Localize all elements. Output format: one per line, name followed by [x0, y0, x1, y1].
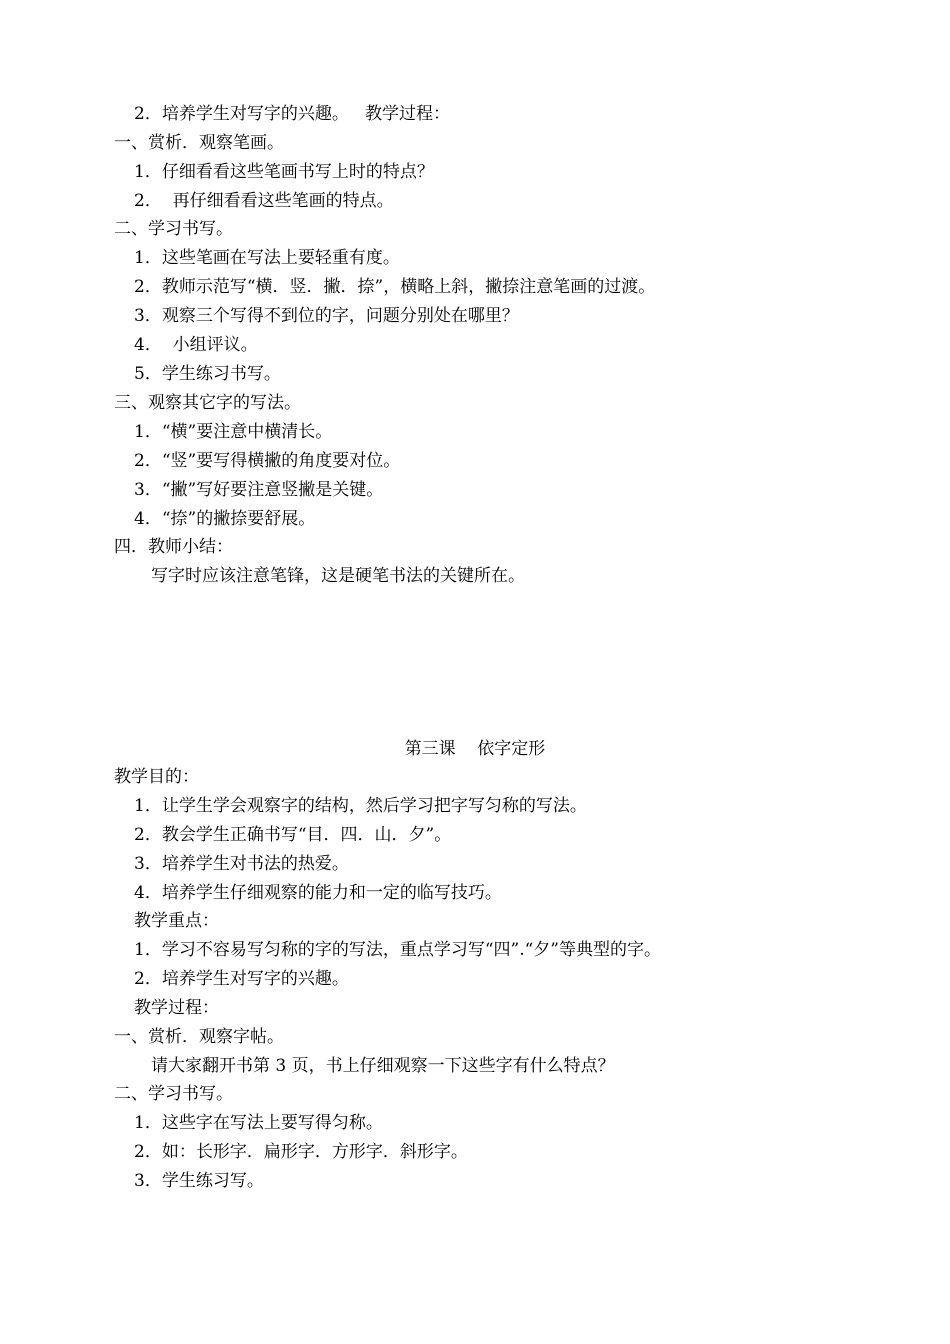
section-heading: 三、观察其它字的写法。 [114, 393, 301, 413]
text-line: 2．培养学生对写字的兴趣。 [134, 969, 349, 989]
text-line: 1．这些字在写法上要写得匀称。 [134, 1113, 383, 1133]
text-line: 3．观察三个写得不到位的字，问题分别处在哪里？ [134, 306, 519, 326]
section-heading: 二、学习书写。 [114, 1084, 233, 1104]
section-heading: 一、赏析．观察笔画。 [114, 133, 284, 153]
section-heading: 一、赏析．观察字帖。 [114, 1027, 284, 1047]
text-line: 3．培养学生对书法的热爱。 [134, 854, 349, 874]
text-line: 1．“横”要注意中横清长。 [134, 422, 333, 442]
text-line: 4．“捺”的撇捺要舒展。 [134, 509, 316, 529]
text-line: 2．培养学生对写字的兴趣。 教学过程： [134, 104, 451, 124]
text-line: 2．如：长形字．扁形字．方形字．斜形字。 [134, 1142, 468, 1162]
text-line: 4．培养学生仔细观察的能力和一定的临写技巧。 [134, 883, 502, 903]
section-heading: 四．教师小结： [114, 537, 233, 557]
text-line: 1．让学生学会观察字的结构，然后学习把字写匀称的写法。 [134, 796, 587, 816]
text-line: 1．学习不容易写匀称的字的写法，重点学习写“四”.“夕”等典型的字。 [134, 940, 661, 960]
text-line: 2．教师示范写“横．竖．撇．捺”，横略上斜，撇捺注意笔画的过渡。 [134, 277, 656, 297]
section-heading: 教学目的： [114, 767, 199, 787]
text-line: 3．学生练习写。 [134, 1171, 264, 1191]
lesson-title: 第三课 依字定形 [404, 739, 546, 759]
text-line: 5．学生练习书写。 [134, 364, 281, 384]
text-line: 2．教会学生正确书写“目．四．山．夕”。 [134, 825, 452, 845]
text-line: 写字时应该注意笔锋，这是硬笔书法的关键所在。 [151, 566, 525, 586]
section-heading: 二、学习书写。 [114, 219, 233, 239]
text-line: 3．“撇”写好要注意竖撇是关键。 [134, 480, 384, 500]
text-line: 2． 再仔细看看这些笔画的特点。 [134, 191, 394, 211]
section-heading: 教学重点： [134, 911, 219, 931]
text-line: 1．这些笔画在写法上要轻重有度。 [134, 248, 400, 268]
text-line: 2．“竖”要写得横撇的角度要对位。 [134, 451, 401, 471]
text-line: 1．仔细看看这些笔画书写上时的特点？ [134, 162, 434, 182]
text-line: 4． 小组评议。 [134, 335, 258, 355]
section-heading: 教学过程： [134, 998, 219, 1018]
text-line: 请大家翻开书第 3 页，书上仔细观察一下这些字有什么特点？ [151, 1056, 615, 1076]
